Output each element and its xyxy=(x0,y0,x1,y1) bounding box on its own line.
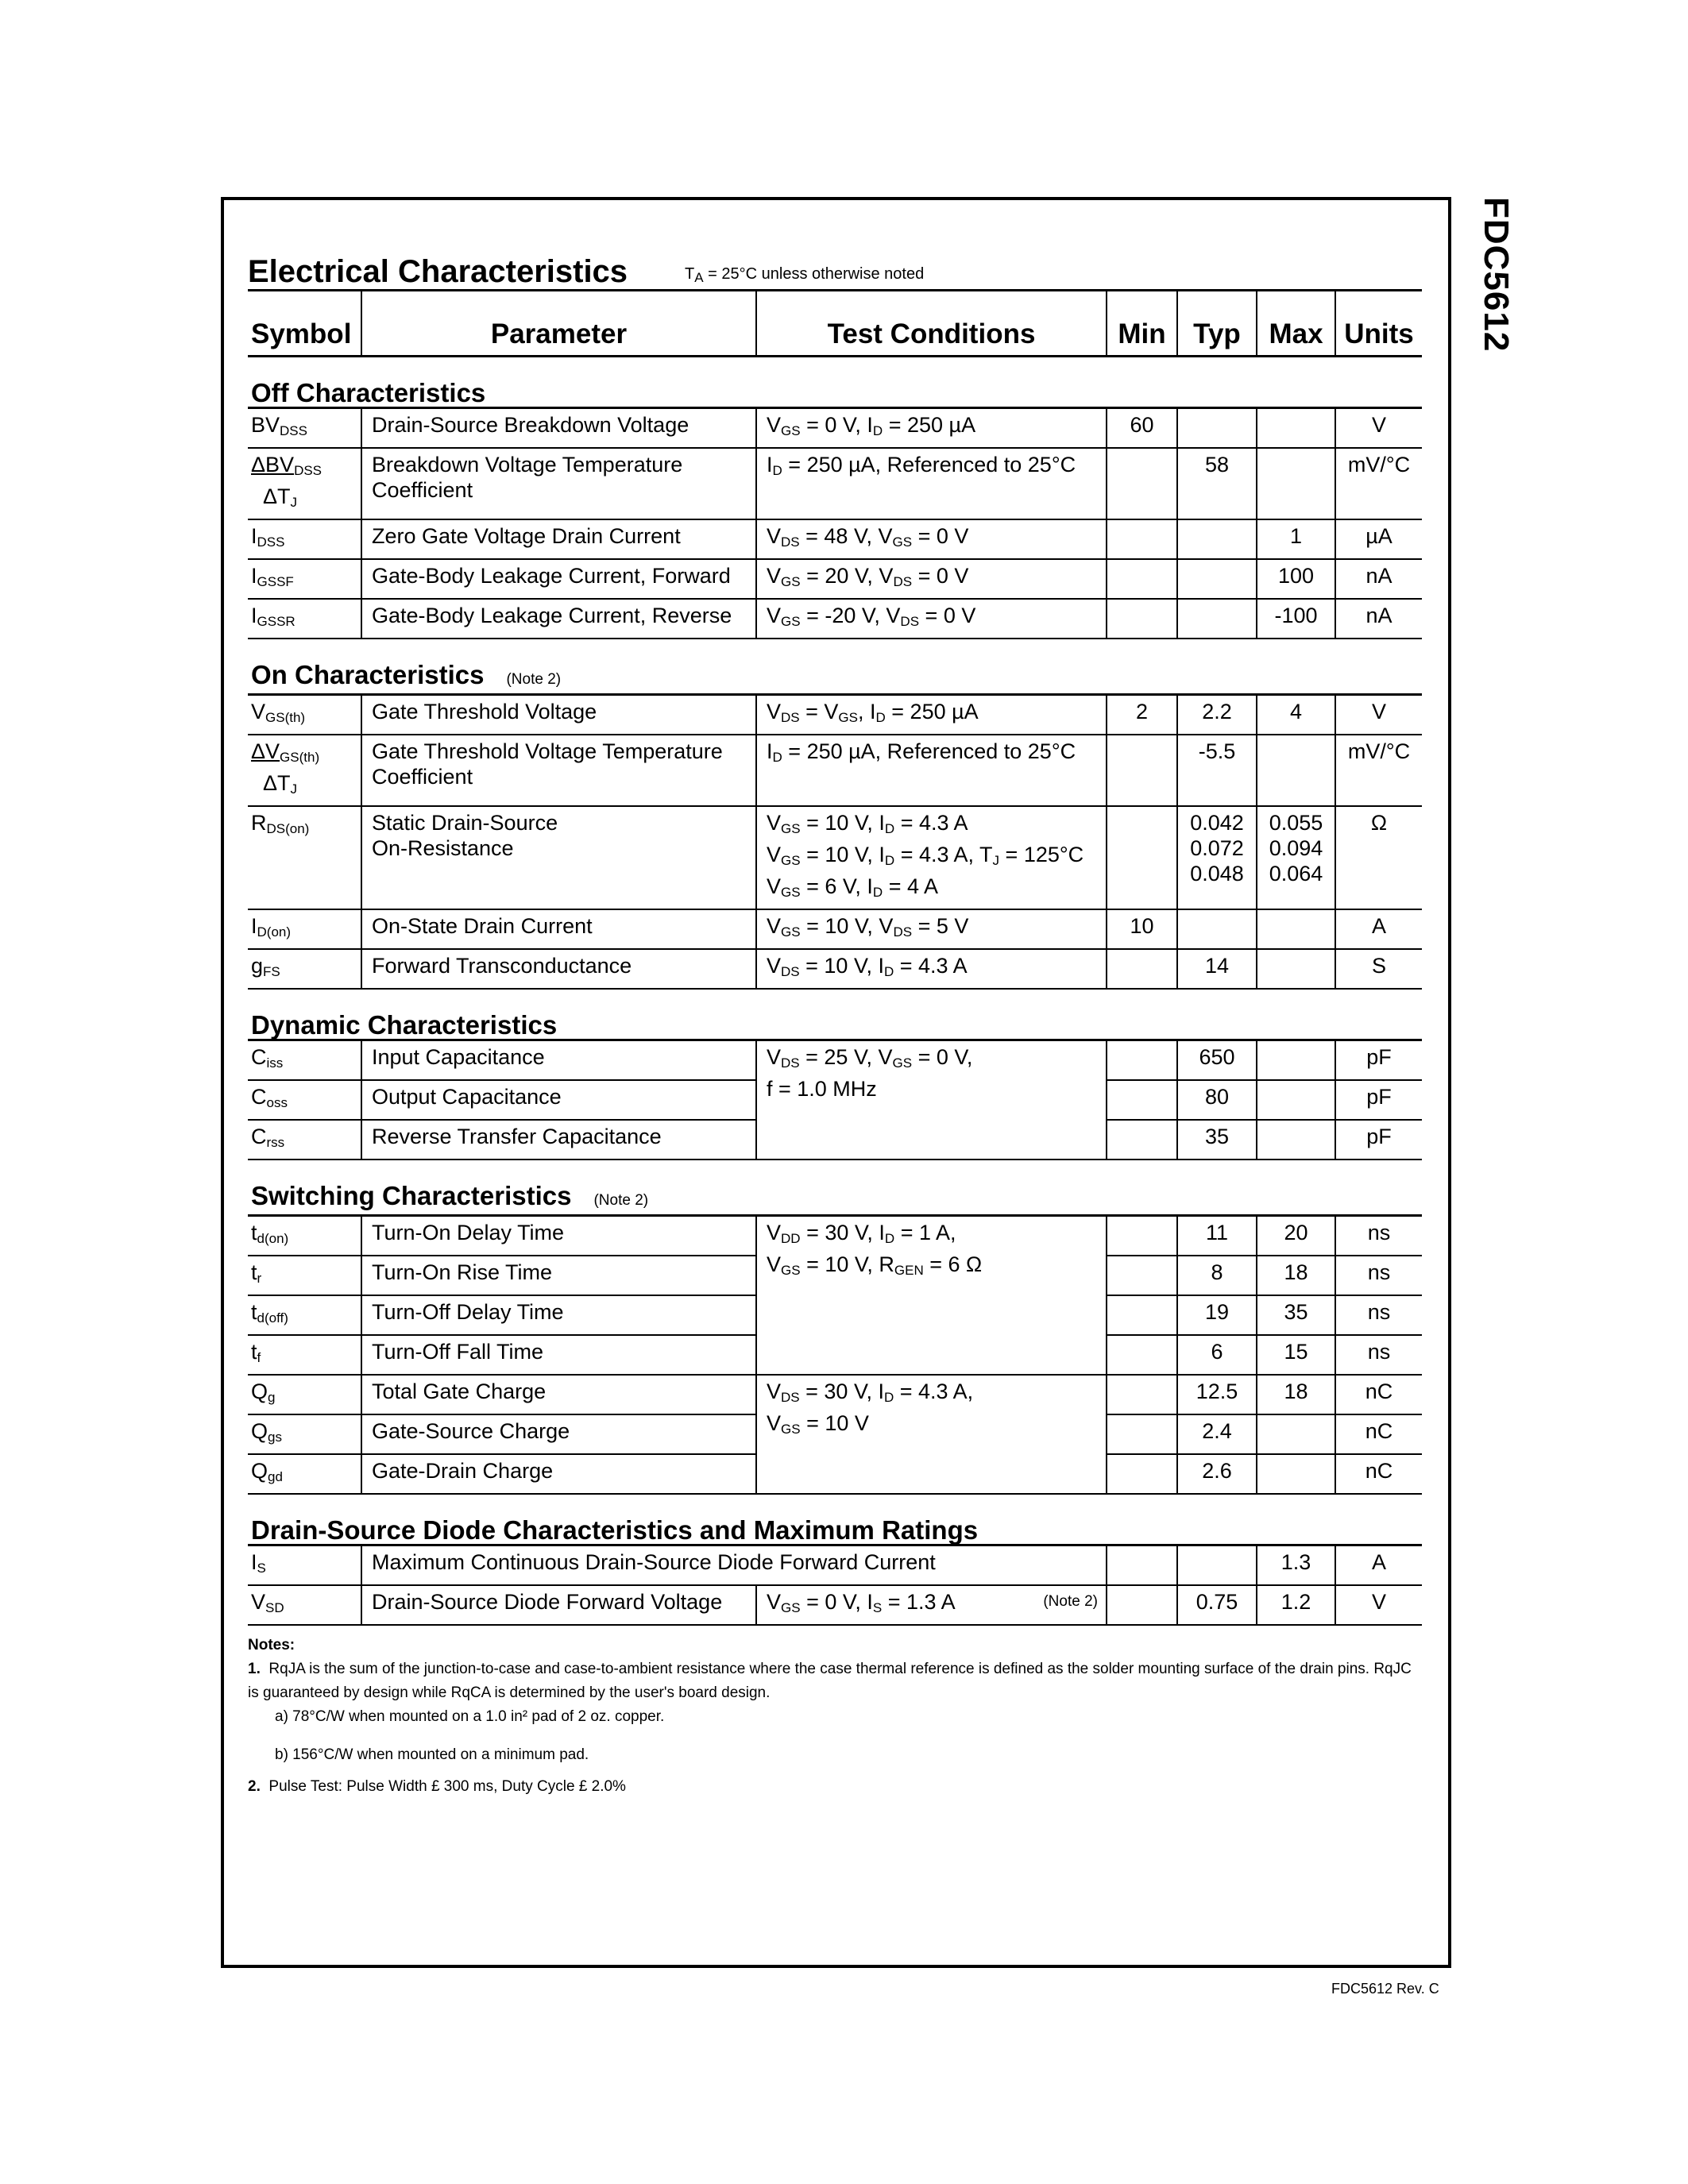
cond-idon: $V_{GS} = 10$ V, $V_{DS} = 5$ V xyxy=(756,909,1107,949)
cond-dbvdss: $I_D = 250$ µA, Referenced to 25°C xyxy=(756,448,1107,519)
table-row: $\Delta V_{GS(th)}$ $\Delta T_J$ Gate Threshold Voltage Temperature Coefficient $I_D = 250$ µA, Referenced to 25°C -5.5 mV/°C xyxy=(248,735,1422,806)
note-1a: a) 78°C/W when mounted on a 1.0 in² pad of 2 oz. copper. xyxy=(275,1708,665,1725)
table-row: $I_{GSSR}$ Gate-Body Leakage Current, Reverse $V_{GS} = -20$ V, $V_{DS} = 0$ V -100 nA xyxy=(248,599,1422,639)
table-row: $V_{GS(th)}$ Gate Threshold Voltage $V_{DS} = V_{GS}$, $I_D = 250$ µA 2 2.2 4 V xyxy=(248,695,1422,735)
cond-vsd: $V_{GS} = 0$ V, $I_S = 1.3$ A (Note 2) xyxy=(756,1585,1107,1625)
cond-bvdss: $V_{GS} = 0$ V, $I_D = 250$ µA xyxy=(756,408,1107,449)
group-off: Off Characteristics xyxy=(248,357,1422,408)
table-row: $I_S$ Maximum Continuous Drain-Source Diode Forward Current 1.3 A xyxy=(248,1545,1422,1586)
symbol-tdoff: $t_{d(off)}$ xyxy=(248,1295,361,1335)
col-test-conditions: Test Conditions xyxy=(756,291,1107,357)
symbol-dbvdss: $\Delta BV_{DSS}$ $\Delta T_J$ xyxy=(248,448,361,519)
table-row: $t_f$ Turn-Off Fall Time 6 15 ns xyxy=(248,1335,1422,1375)
cond-idss: $V_{DS} = 48$ V, $V_{GS} = 0$ V xyxy=(756,519,1107,559)
table-row: $t_{d(on)}$ Turn-On Delay Time $V_{DD} = 30$ V, $I_D = 1$ A, $V_{GS} = 10$ V, $R_{GEN} = 6$ Ω 11 20 ns xyxy=(248,1216,1422,1256)
symbol-vsd: $V_{SD}$ xyxy=(248,1585,361,1625)
cond-gfs: $V_{DS} = 10$ V, $I_D = 4.3$ A xyxy=(756,949,1107,989)
cond-igssr: $V_{GS} = -20$ V, $V_{DS} = 0$ V xyxy=(756,599,1107,639)
col-units: Units xyxy=(1335,291,1422,357)
col-typ: Typ xyxy=(1177,291,1257,357)
table-row: $Q_{gd}$ Gate-Drain Charge 2.6 nC xyxy=(248,1454,1422,1494)
part-number: FDC5612 xyxy=(1477,197,1516,353)
title-row xyxy=(248,246,1422,291)
symbol-coss: $C_{oss}$ xyxy=(248,1080,361,1120)
table-row: $Q_g$ Total Gate Charge $V_{DS} = 30$ V, $I_D = 4.3$ A, $V_{GS} = 10$ V 12.5 18 nC xyxy=(248,1375,1422,1414)
cond-vgsth: $V_{DS} = V_{GS}$, $I_D = 250$ µA xyxy=(756,695,1107,735)
group-diode: Drain-Source Diode Characteristics and Maximum Ratings xyxy=(248,1494,1422,1545)
cond-rdson: $V_{GS} = 10$ V, $I_D = 4.3$ A $V_{GS} = 10$ V, $I_D = 4.3$ A, $T_J = 125^\circ C$ $V_{GS} = 6$ V, $I_D = 4$ A xyxy=(756,806,1107,909)
symbol-igssr: $I_{GSSR}$ xyxy=(248,599,361,639)
group-switching: Switching Characteristics (Note 2) xyxy=(248,1160,1422,1216)
notes xyxy=(248,1634,1422,1799)
cond-switching: $V_{DD} = 30$ V, $I_D = 1$ A, $V_{GS} = 10$ V, $R_{GEN} = 6$ Ω xyxy=(756,1216,1107,1376)
table-row: $\Delta BV_{DSS}$ $\Delta T_J$ Breakdown Voltage Temperature Coefficient $I_D = 250$ µA, Referenced to 25°C 58 mV/°C xyxy=(248,448,1422,519)
symbol-idss: $I_{DSS}$ xyxy=(248,519,361,559)
group-dynamic: Dynamic Characteristics xyxy=(248,989,1422,1040)
table-row: $t_{d(off)}$ Turn-Off Delay Time 19 35 ns xyxy=(248,1295,1422,1335)
symbol-qgs: $Q_{gs}$ xyxy=(248,1414,361,1454)
symbol-tf: $t_f$ xyxy=(248,1335,361,1375)
symbol-gfs: $g_{FS}$ xyxy=(248,949,361,989)
section-condition: $T_A = 25^\circ C$ unless otherwise noted xyxy=(685,265,925,285)
cond-gate-charge: $V_{DS} = 30$ V, $I_D = 4.3$ A, $V_{GS} = 10$ V xyxy=(756,1375,1107,1494)
symbol-igssf: $I_{GSSF}$ xyxy=(248,559,361,599)
table-row: $t_r$ Turn-On Rise Time 8 18 ns xyxy=(248,1256,1422,1295)
cond-capacitance: $V_{DS} = 25$ V, $V_{GS} = 0$ V, f = 1.0 MHz xyxy=(756,1040,1107,1160)
table-row: $R_{DS(on)}$ Static Drain-Source On-Resistance $V_{GS} = 10$ V, $I_D = 4.3$ A $V_{GS} = 10$ V, $I_D = 4.3$ A, $T_J = 125^\circ C$ $V_{GS} = 6$ V, $I_D = 4$ A 0.042 0.072 0.048 0.055 0.094 0.064 Ω xyxy=(248,806,1422,909)
note-1: 1. RqJA is the sum of the junction-to-case and case-to-ambient resistance where the case thermal reference is defined as the solder mounting surface of the drain pins. RqJC is guaranteed by design while RqCA is determined by the user's board design. xyxy=(248,1661,1412,1701)
group-on: On Characteristics (Note 2) xyxy=(248,639,1422,695)
symbol-qgd: $Q_{gd}$ xyxy=(248,1454,361,1494)
cond-dvgsth: $I_D = 250$ µA, Referenced to 25°C xyxy=(756,735,1107,806)
footer-revision: FDC5612 Rev. C xyxy=(1331,1981,1439,1997)
symbol-qg: $Q_g$ xyxy=(248,1375,361,1414)
symbol-bvdss: $BV_{DSS}$ xyxy=(248,408,361,449)
symbol-ciss: $C_{iss}$ xyxy=(248,1040,361,1081)
symbol-dvgsth: $\Delta V_{GS(th)}$ $\Delta T_J$ xyxy=(248,735,361,806)
table-row: $I_{DSS}$ Zero Gate Voltage Drain Current $V_{DS} = 48$ V, $V_{GS} = 0$ V 1 µA xyxy=(248,519,1422,559)
symbol-tr: $t_r$ xyxy=(248,1256,361,1295)
symbol-tdon: $t_{d(on)}$ xyxy=(248,1216,361,1256)
note-1b: b) 156°C/W when mounted on a minimum pad. xyxy=(275,1746,589,1763)
table-row: $C_{rss}$ Reverse Transfer Capacitance 35 pF xyxy=(248,1120,1422,1160)
table-row: $C_{iss}$ Input Capacitance $V_{DS} = 25$ V, $V_{GS} = 0$ V, f = 1.0 MHz 650 pF xyxy=(248,1040,1422,1081)
table-row: $BV_{DSS}$ Drain-Source Breakdown Voltage $V_{GS} = 0$ V, $I_D = 250$ µA 60 V xyxy=(248,408,1422,449)
table-row: $g_{FS}$ Forward Transconductance $V_{DS} = 10$ V, $I_D = 4.3$ A 14 S xyxy=(248,949,1422,989)
symbol-crss: $C_{rss}$ xyxy=(248,1120,361,1160)
section-title: Electrical Characteristics xyxy=(248,254,628,289)
col-symbol: Symbol xyxy=(248,291,361,357)
col-max: Max xyxy=(1257,291,1335,357)
table-row: $Q_{gs}$ Gate-Source Charge 2.4 nC xyxy=(248,1414,1422,1454)
note-2: 2. Pulse Test: Pulse Width £ 300 ms, Duty Cycle £ 2.0% xyxy=(248,1778,626,1795)
col-min: Min xyxy=(1107,291,1177,357)
symbol-idon: $I_{D(on)}$ xyxy=(248,909,361,949)
table-row: $C_{oss}$ Output Capacitance 80 pF xyxy=(248,1080,1422,1120)
symbol-vgsth: $V_{GS(th)}$ xyxy=(248,695,361,735)
col-parameter: Parameter xyxy=(361,291,756,357)
table-row: $I_{D(on)}$ On-State Drain Current $V_{GS} = 10$ V, $V_{DS} = 5$ V 10 A xyxy=(248,909,1422,949)
notes-heading: Notes: xyxy=(248,1637,295,1653)
table-row: $I_{GSSF}$ Gate-Body Leakage Current, Forward $V_{GS} = 20$ V, $V_{DS} = 0$ V 100 nA xyxy=(248,559,1422,599)
table-row: $V_{SD}$ Drain-Source Diode Forward Voltage $V_{GS} = 0$ V, $I_S = 1.3$ A (Note 2) 0.75 1.2 V xyxy=(248,1585,1422,1625)
symbol-is: $I_S$ xyxy=(248,1545,361,1586)
electrical-characteristics xyxy=(248,246,1422,1799)
part-number-vertical xyxy=(1462,197,1517,380)
cond-igssf: $V_{GS} = 20$ V, $V_{DS} = 0$ V xyxy=(756,559,1107,599)
table-header xyxy=(248,291,1422,357)
characteristics-table xyxy=(248,291,1422,1626)
symbol-rdson: $R_{DS(on)}$ xyxy=(248,806,361,909)
